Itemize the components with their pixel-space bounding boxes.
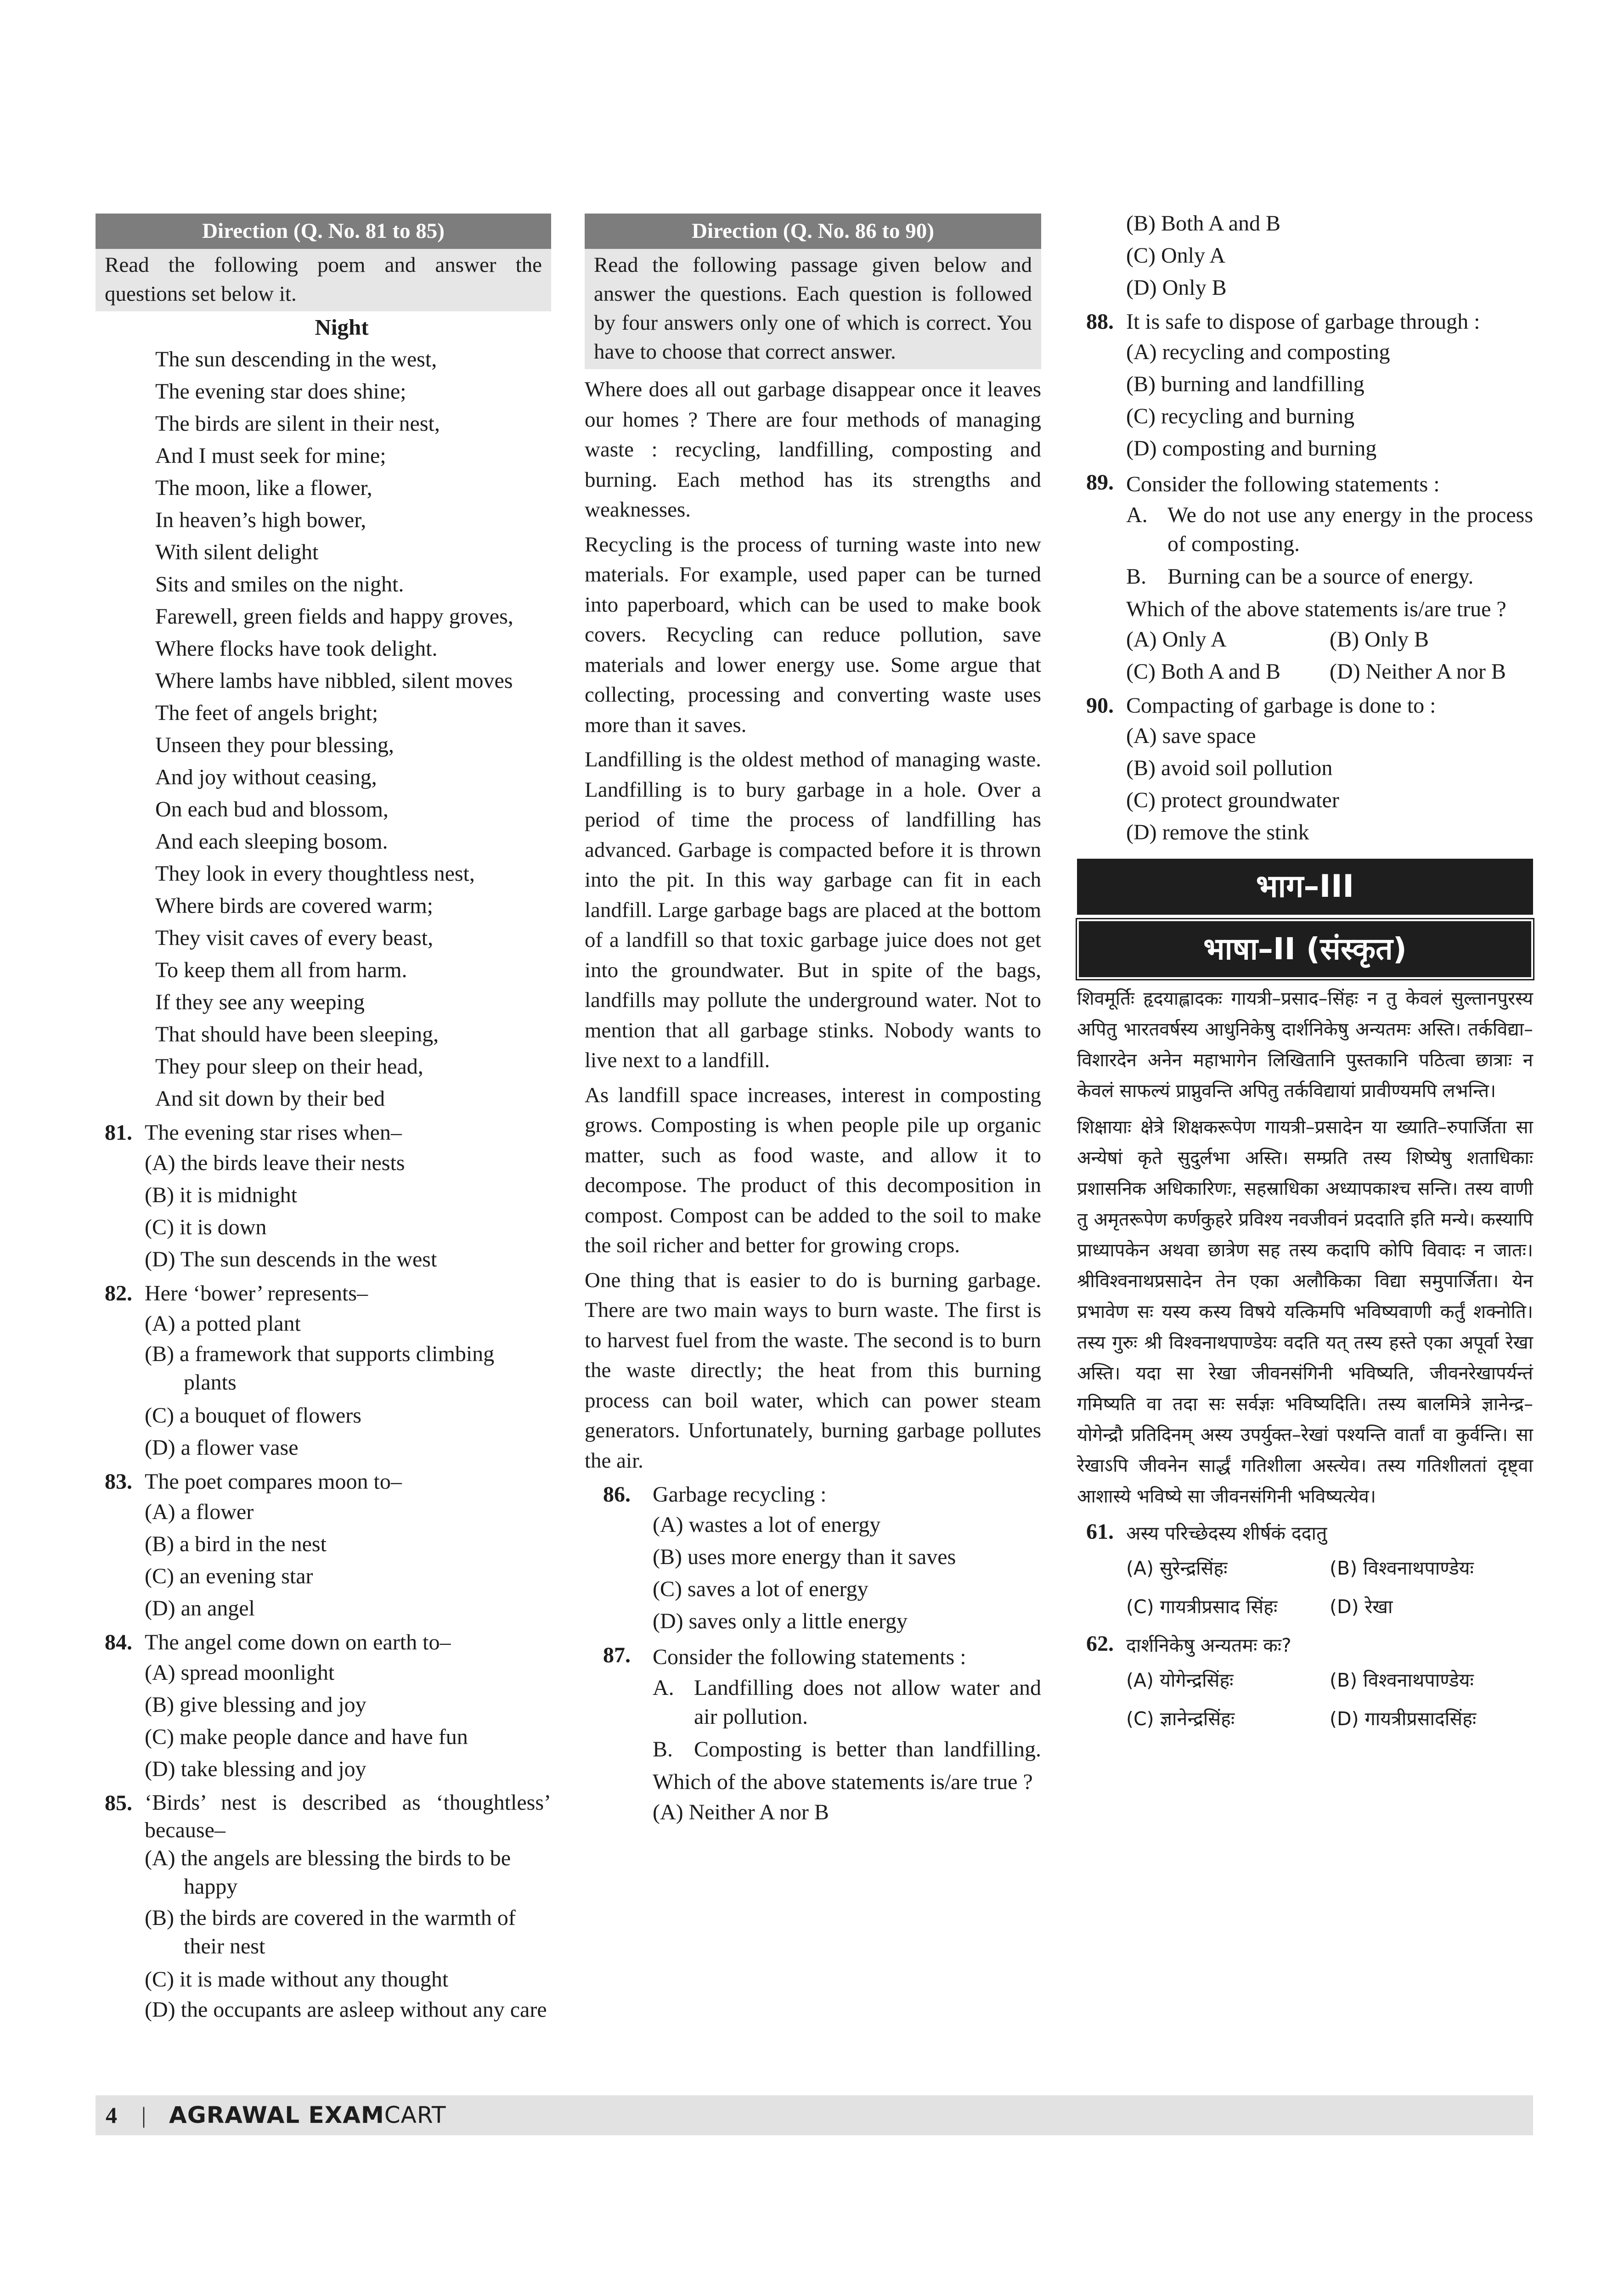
option-b: (B) it is midnight (145, 1183, 298, 1207)
statement-b (1126, 562, 1533, 591)
statement-b (653, 1735, 1041, 1764)
option-a: (A) recycling and composting (1126, 340, 1390, 364)
option-d: (D) composting and burning (1126, 436, 1377, 461)
poem-line: They look in every thoughtless nest, (155, 861, 475, 886)
option-a: (A) Neither A nor B (653, 1800, 829, 1824)
poem-line: And joy without ceasing, (155, 765, 377, 789)
option-b: (B) avoid soil pollution (1126, 756, 1333, 780)
option-c: (C) Only A (1126, 243, 1225, 268)
poem-line: Unseen they pour blessing, (155, 733, 394, 757)
option-c: (C) a bouquet of flowers (145, 1403, 361, 1428)
column-3 (1077, 208, 1533, 1738)
direction-heading: Direction (Q. No. 86 to 90) (585, 214, 1041, 249)
question-number: 82. (105, 1281, 132, 1306)
passage-paragraph: As landfill space increases, interest in composting grows. Composting is when people pile up organic matter, such as food waste, and allow it to decompose. The product of this decomposition in compost. Compost can be added to the soil to make the soil richer and better for growing crops. (585, 1083, 1041, 1257)
option-c: (C) recycling and burning (1126, 404, 1355, 428)
statement-label: A. (653, 1676, 674, 1700)
option-d: (D) saves only a little energy (653, 1609, 908, 1633)
question-87-continued (1077, 208, 1533, 304)
passage-paragraph: Recycling is the process of turning waste into new materials. For example, used paper can be turned into paperboard, which can be used to make book covers. Recycling can reduce pollution, save materials and lower energy use. Some argue that collecting, processing and converting waste uses more than it saves. (585, 532, 1041, 737)
section-title: भाग–III (1077, 859, 1533, 915)
poem-line: If they see any weeping (155, 990, 365, 1014)
options-row (1126, 1699, 1533, 1738)
poem-line: Farewell, green fields and happy groves, (155, 604, 513, 629)
question-text: Consider the following statements : (653, 1645, 966, 1669)
question-90 (1077, 692, 1533, 849)
direction-heading: Direction (Q. No. 81 to 85) (96, 214, 551, 249)
question-number: 86. (603, 1482, 631, 1507)
statement-text: Composting is better than landfilling. (694, 1737, 1041, 1761)
footer-separator: | (141, 2102, 147, 2128)
question-text: अस्य परिच्छेदस्य शीर्षकं ददातु (1126, 1522, 1327, 1544)
options-row (1126, 624, 1533, 656)
poem-line: That should have been sleeping, (155, 1022, 439, 1047)
option-b: (B) burning and landfilling (1126, 372, 1365, 396)
statement-label: B. (653, 1737, 673, 1761)
question-text: The poet compares moon to– (145, 1469, 402, 1494)
question-text: ‘Birds’ nest is described as ‘thoughtless’ because– (145, 1790, 551, 1842)
question-number: 89. (1086, 470, 1114, 495)
poem-line: The birds are silent in their nest, (155, 411, 440, 436)
poem-line: The moon, like a flower, (155, 476, 372, 500)
question-82 (96, 1279, 551, 1464)
question-number: 90. (1086, 693, 1114, 718)
poem-line: To keep them all from harm. (155, 958, 407, 982)
question-text: दार्शनिकेषु अन्यतमः कः? (1126, 1634, 1291, 1656)
poem-line: Where birds are covered warm; (155, 894, 434, 918)
option-a: (A) the birds leave their nests (145, 1151, 405, 1175)
options-row (1126, 656, 1533, 688)
option-d: (D) an angel (145, 1596, 255, 1621)
poem-line: On each bud and blossom, (155, 797, 389, 822)
option-b: (B) Only B (1330, 627, 1429, 652)
brand-light: CART (384, 2102, 446, 2128)
section-subtitle: भाषा–II (संस्कृत) (1077, 919, 1533, 979)
options-row (1126, 1587, 1533, 1626)
question-number: 83. (105, 1469, 132, 1494)
option-d: (D) Neither A nor B (1330, 659, 1506, 684)
option-c: (C) saves a lot of energy (653, 1577, 868, 1601)
question-number: 87. (603, 1643, 631, 1667)
direction-instructions: Read the following poem and answer the questions set below it. (96, 249, 551, 311)
option-d: (D) the occupants are asleep without any care (145, 1998, 547, 2022)
question-85 (96, 1789, 551, 2024)
poem-line: With silent delight (155, 540, 319, 564)
option-a: (A) Only A (1126, 627, 1227, 652)
poem-line: The sun descending in the west, (155, 347, 437, 371)
passage-paragraph: Where does all out garbage disappear once it leaves our homes ? There are four methods of managing waste : recycling, landfilling, composting and burning. Each method has its strengths and weaknesses. (585, 377, 1041, 522)
poem-line: Where flocks have took delight. (155, 636, 438, 661)
question-text: The angel come down on earth to– (145, 1630, 451, 1654)
question-number: 81. (105, 1120, 132, 1145)
question-87 (585, 1641, 1041, 1829)
option-b: (B) Both A and B (1126, 211, 1281, 236)
poem-line: The evening star does shine; (155, 379, 406, 404)
option-c: (C) it is made without any thought (145, 1967, 449, 1992)
option-a: (A) spread moonlight (145, 1660, 335, 1685)
statement-text: Landfilling does not allow water and air pollution. (694, 1676, 1041, 1729)
option-d: (D) The sun descends in the west (145, 1247, 437, 1272)
poem-line: And sit down by their bed (155, 1086, 385, 1111)
option-b: (B) विश्वनाथपाण्डेयः (1330, 1669, 1474, 1691)
option-d: (D) take blessing and joy (145, 1757, 367, 1781)
option-a: (A) योगेन्द्रसिंहः (1126, 1669, 1234, 1691)
option-b: (B) a bird in the nest (145, 1532, 327, 1556)
question-89 (1077, 468, 1533, 688)
option-b: (B) uses more energy than it saves (653, 1545, 956, 1569)
statement-question: Which of the above statements is/are true ? (653, 1770, 1033, 1794)
statement-a (1126, 501, 1533, 558)
option-c: (C) an evening star (145, 1564, 313, 1588)
statement-text: We do not use any energy in the process of composting. (1167, 503, 1533, 556)
question-84 (96, 1628, 551, 1785)
question-text: Consider the following statements : (1126, 472, 1440, 496)
poem-line: Where lambs have nibbled, silent moves (155, 669, 513, 693)
option-c: (C) it is down (145, 1215, 267, 1239)
column-2 (585, 214, 1041, 1829)
option-d: (D) रेखा (1330, 1596, 1393, 1618)
option-b: (B) विश्वनाथपाण्डेयः (1330, 1557, 1474, 1579)
poem-line: And I must seek for mine; (155, 444, 386, 468)
publisher-brand (169, 2095, 446, 2135)
statement-text: Burning can be a source of energy. (1167, 564, 1474, 589)
poem-line: And each sleeping bosom. (155, 829, 388, 854)
option-d: (D) Only B (1126, 276, 1227, 300)
poem-title: Night (315, 315, 369, 340)
poem (155, 343, 551, 1115)
option-b: (B) the birds are covered in the warmth of their nest (145, 1906, 516, 1958)
option-c: (C) make people dance and have fun (145, 1725, 468, 1749)
question-number: 62. (1086, 1632, 1114, 1656)
question-number: 85. (105, 1791, 132, 1815)
option-d: (D) remove the stink (1126, 820, 1309, 844)
option-b: (B) a framework that supports climbing plants (145, 1342, 495, 1395)
poem-line: In heaven’s high bower, (155, 508, 367, 532)
option-a: (A) a flower (145, 1500, 254, 1524)
question-81 (96, 1119, 551, 1276)
column-1 (96, 214, 551, 2027)
statement-label: B. (1126, 564, 1147, 589)
question-text: Compacting of garbage is done to : (1126, 693, 1436, 718)
option-a: (A) the angels are blessing the birds to be happy (145, 1846, 511, 1899)
question-number: 84. (105, 1630, 132, 1654)
question-86 (585, 1480, 1041, 1638)
sanskrit-paragraph: शिक्षायाः क्षेत्रे शिक्षकरूपेण गायत्री–प्रसादेन या ख्याति–रुपार्जिता सा अन्येषां कृते सुदुर्लभा अस्ति। सम्प्रति तस्य शिष्येषु शताधिकाः प्रशासनिक अधिकारिणः, सहस्राधिका अध्यापकाश्च सन्ति। तस्य वाणी तु अमृतरूपेण कर्णकुहरे प्रविश्य नवजीवनं प्रददाति इति मन्ये। कस्यापि प्राध्यापकेन अथवा छात्रेण सह तस्य कदापि कोपि विवादः न जातः। श्रीविश्वनाथप्रसादेन तेन एका अलौकिका विद्या समुपार्जिता। येन प्रभावेण सः यस्य कस्य विषये यत्किमपि भविष्यवाणी कर्तुं शक्नोति। तस्य गुरुः श्री विश्वनाथपाण्डेयः वदति यत् तस्य हस्ते एका अपूर्वा रेखा अस्ति। यदा सा रेखा जीवनसंगिनी भविष्यति, जीवनरेखापर्यन्तं गमिष्यति वा तदा सः सर्वज्ञः भविष्यदिति। तस्य बालमित्रे ज्ञानेन्द्र– योगेन्द्रौ प्रतिदिनम् अस्य उपर्युक्त–रेखां पश्यन्ति वार्तां वा कुर्वन्ति। सा रेखाऽपि जीवनेन सार्द्धं गतिशीला अस्त्येव। तस्य गतिशीलतां दृष्ट्वा आशास्ये भविष्ये सा जीवनसंगिनी भविष्यत्येव। (1077, 1117, 1533, 1507)
passage-paragraph: Landfilling is the oldest method of managing waste. Landfilling is to bury garbage in a hole. Over a period of time the process of landfilling has advanced. Garbage is compacted before it is thrown into the pit. In this way garbage can fit in each landfill. Large garbage bags are placed at the bottom of a landfill so that toxic garbage juice does not get into the groundwater. But in spite of the bags, landfills may pollute the underground water. Not to mention that all garbage stinks. Nobody wants to live next to a landfill. (585, 748, 1041, 1072)
page-number: 4 (106, 2102, 117, 2128)
option-a: (A) save space (1126, 724, 1256, 748)
option-c: (C) protect groundwater (1126, 788, 1339, 812)
statement-question: Which of the above statements is/are true ? (1126, 597, 1506, 621)
direction-instructions: Read the following passage given below and answer the questions. Each question is followed by four answers only one of which is correct. You have to choose that correct answer. (585, 249, 1041, 369)
option-c: (C) गायत्रीप्रसाद सिंहः (1126, 1596, 1278, 1618)
question-83 (96, 1468, 551, 1625)
question-number: 61. (1086, 1519, 1114, 1544)
options-row (1126, 1549, 1533, 1587)
question-text: The evening star rises when– (145, 1120, 402, 1145)
option-d: (D) a flower vase (145, 1435, 299, 1460)
question-88 (1077, 308, 1533, 465)
option-a: (A) wastes a lot of energy (653, 1513, 881, 1537)
question-text: Garbage recycling : (653, 1482, 827, 1507)
option-c: (C) ज्ञानेन्द्रसिंहः (1126, 1708, 1235, 1730)
passage-paragraph: One thing that is easier to do is burning garbage. There are two main ways to burn waste. The first is to harvest fuel from the waste. The second is to burn the waste directly; the heat from this burning process can boil water, which can power steam generators. Unfortunately, burning garbage pollutes the air. (585, 1268, 1041, 1473)
page-footer (96, 2095, 1533, 2135)
option-a: (A) सुरेन्द्रसिंहः (1126, 1557, 1228, 1579)
option-b: (B) give blessing and joy (145, 1693, 367, 1717)
option-a: (A) a potted plant (145, 1311, 301, 1336)
option-c: (C) Both A and B (1126, 659, 1281, 684)
statement-a (653, 1673, 1041, 1731)
poem-line: They visit caves of every beast, (155, 926, 434, 950)
poem-line: Sits and smiles on the night. (155, 572, 404, 597)
question-62 (1077, 1630, 1533, 1738)
option-d: (D) गायत्रीप्रसादसिंहः (1330, 1708, 1477, 1730)
question-text: It is safe to dispose of garbage through : (1126, 310, 1480, 334)
question-number: 88. (1086, 310, 1114, 334)
question-text: Here ‘bower’ represents– (145, 1281, 368, 1306)
brand-bold: AGRAWAL EXAM (169, 2102, 384, 2128)
poem-line: The feet of angels bright; (155, 701, 378, 725)
options-row (1126, 1661, 1533, 1699)
sanskrit-paragraph: शिवमूर्तिः हृदयाह्लादकः गायत्री–प्रसाद–सिंहः न तु केवलं सुल्तानपुरस्य अपितु भारतवर्षस्य आधुनिकेषु दार्शनिकेषु अन्यतमः अस्ति। तर्कविद्या–विशारदेन अनेन महाभागेन लिखितानि पुस्तकानि पठित्वा छात्राः न केवलं साफल्यं प्राप्नुवन्ति अपितु तर्कविद्यायां प्रावीण्यमपि लभन्ति। (1077, 988, 1533, 1102)
poem-line: They pour sleep on their head, (155, 1054, 423, 1079)
question-61 (1077, 1518, 1533, 1626)
statement-label: A. (1126, 503, 1148, 527)
